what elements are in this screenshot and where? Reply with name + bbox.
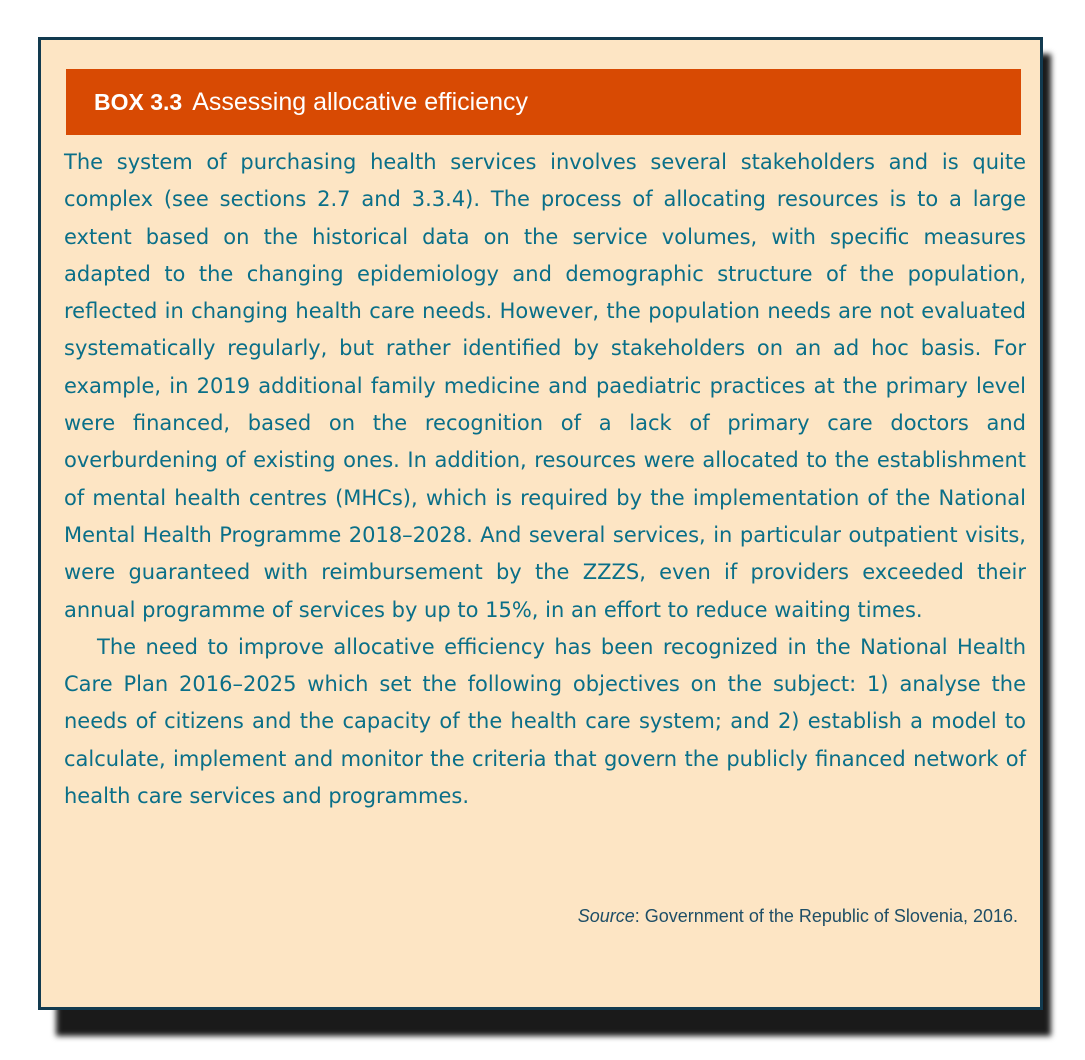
box-body xyxy=(64,144,1026,815)
box-number: BOX 3.3 xyxy=(94,88,183,115)
source-note xyxy=(578,906,1018,927)
body-paragraph-1: The system of purchasing health services involves several stakeholders and is quite complex (see sections 2.7 and 3.3.4). The process of allocating resources is to a large extent based on the historical data on the service volumes, with specific measures adapted to the changing epidemiology and demographic structure of the population, reflected in changing health care needs. However, the population needs are not evaluated systematically regularly, but rather identified by stakeholders on an ad hoc basis. For example, in 2019 additional family medicine and paediatric practices at the primary level were financed, based on the recognition of a lack of primary care doctors and overburdening of existing ones. In addition, resources were allocated to the establishment of mental health centres (MHCs), which is required by the implementation of the National Mental Health Programme 2018–2028. And several services, in particular outpatient visits, were guaranteed with reimbursement by the ZZZS, even if providers exceeded their annual programme of services by up to 15%, in an effort to reduce waiting times. xyxy=(64,150,1026,622)
box-3-3 xyxy=(38,37,1043,1010)
box-title: Assessing allocative efficiency xyxy=(192,87,529,116)
body-paragraph-2: The need to improve allocative efficiency has been recognized in the National Health Care Plan 2016–2025 which set the following objectives on the subject: 1) analyse the needs of citizens and the capacity of the health care system; and 2) establish a model to calculate, implement and monitor the criteria that govern the publicly financed network of health care services and programmes. xyxy=(64,634,1026,809)
source-text: : Government of the Republic of Slovenia, 2016. xyxy=(634,906,1018,926)
source-label: Source xyxy=(577,906,635,926)
box-header xyxy=(66,69,1021,135)
